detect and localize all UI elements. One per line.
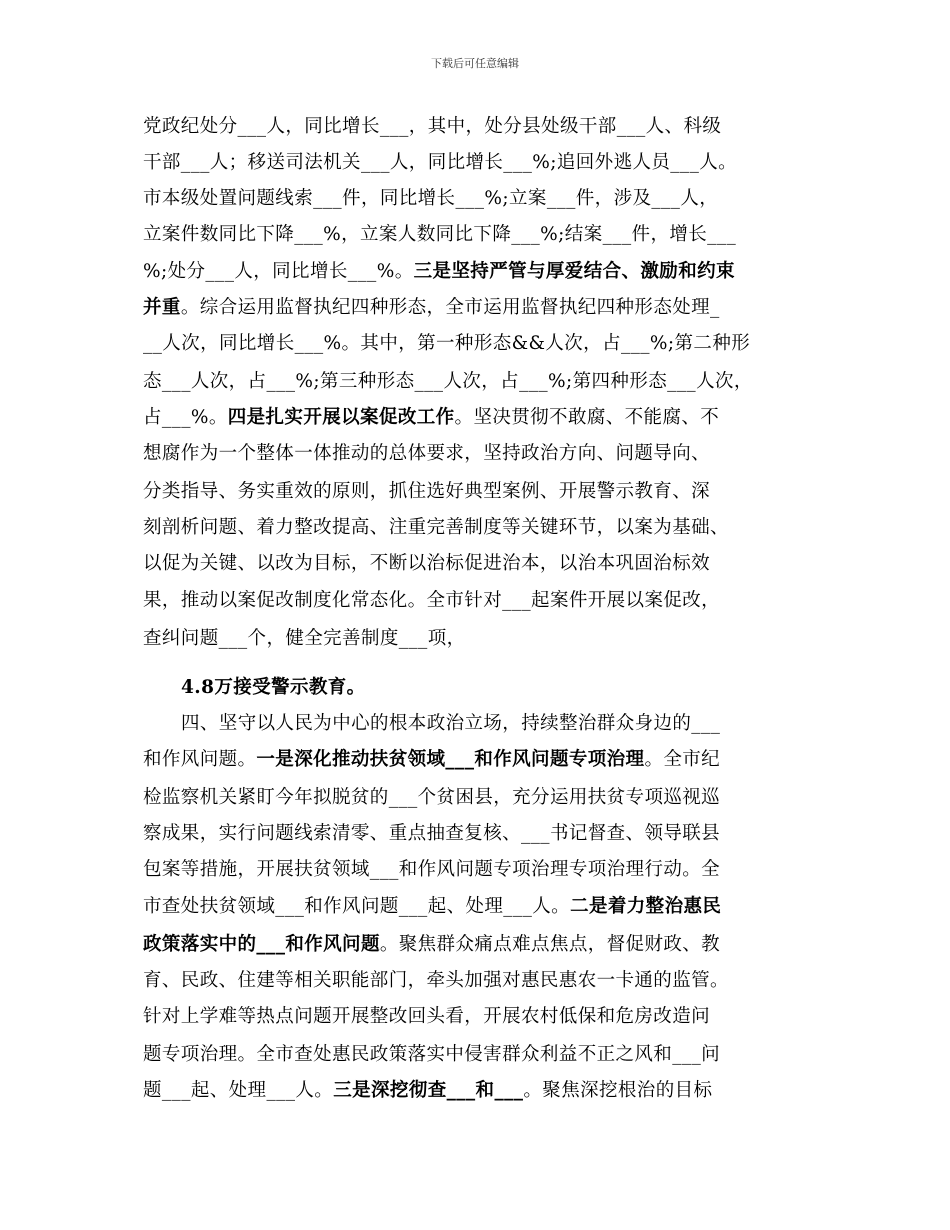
- bold-text-run: 并重: [143, 297, 181, 318]
- text-run: 占___%。: [143, 407, 228, 428]
- bold-text-run: 一是深化推动扶贫领域___和作风问题专项治理: [256, 749, 645, 770]
- text-line: [143, 187, 718, 211]
- text-line: [143, 370, 753, 394]
- text-line: [143, 786, 720, 810]
- text-run: 育、民政、住建等相关职能部门，牵头加强对惠民惠农一卡通的监管。: [143, 970, 729, 991]
- text-line: [143, 969, 729, 993]
- text-run: 题___起、处理___人。: [143, 1080, 334, 1101]
- bold-text-run: 政策落实中的___和作风问题: [143, 934, 380, 955]
- text-line: [143, 151, 737, 175]
- text-run: 。聚焦群众痛点难点焦点，督促财政、教: [379, 934, 721, 955]
- text-line: [143, 223, 736, 247]
- text-run: %;处分___人，同比增长___%。: [143, 261, 414, 282]
- text-run: 。全市纪: [644, 749, 721, 770]
- text-run: 察成果，实行问题线索清零、重点抽查复核、___书记督查、领导联县: [143, 823, 721, 844]
- text-run: 包案等措施，开展扶贫领域___和作风问题专项治理专项治理行动。全: [143, 859, 721, 880]
- text-run: 市本级处置问题线索___件，同比增长___%;立案___件，涉及___人，: [143, 188, 719, 209]
- text-run: 想腐作为一个整体一体推动的总体要求，坚持政治方向、问题导向、: [143, 443, 711, 464]
- text-line: [143, 858, 720, 882]
- text-run: 以促为关键、以改为目标，不断以治标促进治本，以治本巩固治标效: [143, 553, 711, 574]
- text-run: 刻剖析问题、着力整改提高、注重完善制度等关键环节，以案为基础、: [143, 517, 729, 538]
- text-line: [143, 895, 721, 919]
- text-run: 干部___人；移送司法机关___人，同比增长___%;追回外逃人员___人。: [143, 152, 738, 173]
- text-run: 检监察机关紧盯今年拟脱贫的___个贫困县，充分运用扶贫专项巡视巡: [143, 787, 721, 808]
- text-line: [143, 589, 720, 613]
- text-line: [181, 712, 720, 736]
- text-run: 四、坚守以人民为中心的根本政治立场，持续整治群众身边的___: [181, 713, 721, 734]
- text-run: 。综合运用监督执纪四种形态，全市运用监督执纪四种形态处理_: [180, 297, 720, 318]
- bold-text-run: 二是着力整治惠民: [570, 896, 722, 917]
- text-line: [143, 1079, 712, 1103]
- text-line: [143, 332, 750, 356]
- text-line: [143, 1005, 710, 1029]
- bold-text-run: 三是深挖彻查___和___: [333, 1080, 524, 1101]
- text-line: [143, 115, 721, 139]
- text-line: [143, 480, 710, 504]
- text-run: 态___人次，占___%;第三种形态___人次，占___%;第四种形态___人次，: [143, 371, 753, 392]
- text-run: 查纠问题___个，健全完善制度___项，: [143, 628, 466, 649]
- text-line: [143, 296, 720, 320]
- text-line: [143, 748, 720, 772]
- text-line: [143, 552, 710, 576]
- bold-text-run: 四是扎实开展以案促改工作: [227, 407, 455, 428]
- text-run: 题专项治理。全市查处惠民政策落实中侵害群众利益不正之风和___问: [143, 1044, 721, 1065]
- text-run: 。聚焦深挖根治的目标: [523, 1080, 713, 1101]
- text-run: 果，推动以案促改制度化常态化。全市针对___起案件开展以案促改，: [143, 590, 721, 611]
- text-run: 市查处扶贫领域___和作风问题___起、处理___人。: [143, 896, 571, 917]
- text-line: [143, 260, 735, 284]
- text-run: __人次，同比增长___%。其中，第一种形态&&人次，占___%;第二种形: [143, 333, 751, 354]
- text-run: 立案件数同比下降___%，立案人数同比下降___%;结案___件，增长___: [143, 224, 737, 245]
- text-line: [143, 933, 720, 957]
- text-run: 党政纪处分___人，同比增长___，其中，处分县处级干部___人、科级: [143, 116, 722, 137]
- text-line: [143, 406, 719, 430]
- text-run: 分类指导、务实重效的原则，抓住选好典型案例、开展警示教育、深: [143, 481, 711, 502]
- text-line: [143, 822, 720, 846]
- bold-text-run: 三是坚持严管与厚爱结合、激励和约束: [413, 261, 735, 282]
- text-run: 针对上学难等热点问题开展整改回头看，开展农村低保和危房改造问: [143, 1006, 711, 1027]
- text-run: 。坚决贯彻不敢腐、不能腐、不: [454, 407, 720, 428]
- text-line: [143, 627, 466, 651]
- text-line: [143, 516, 729, 540]
- text-line: [181, 676, 366, 700]
- text-line: [143, 1043, 720, 1067]
- text-line: [143, 442, 710, 466]
- text-run: 和作风问题。: [143, 749, 257, 770]
- bold-text-run: 4.8万接受警示教育。: [181, 677, 366, 698]
- page-header: 下载后可任意编辑: [431, 57, 519, 70]
